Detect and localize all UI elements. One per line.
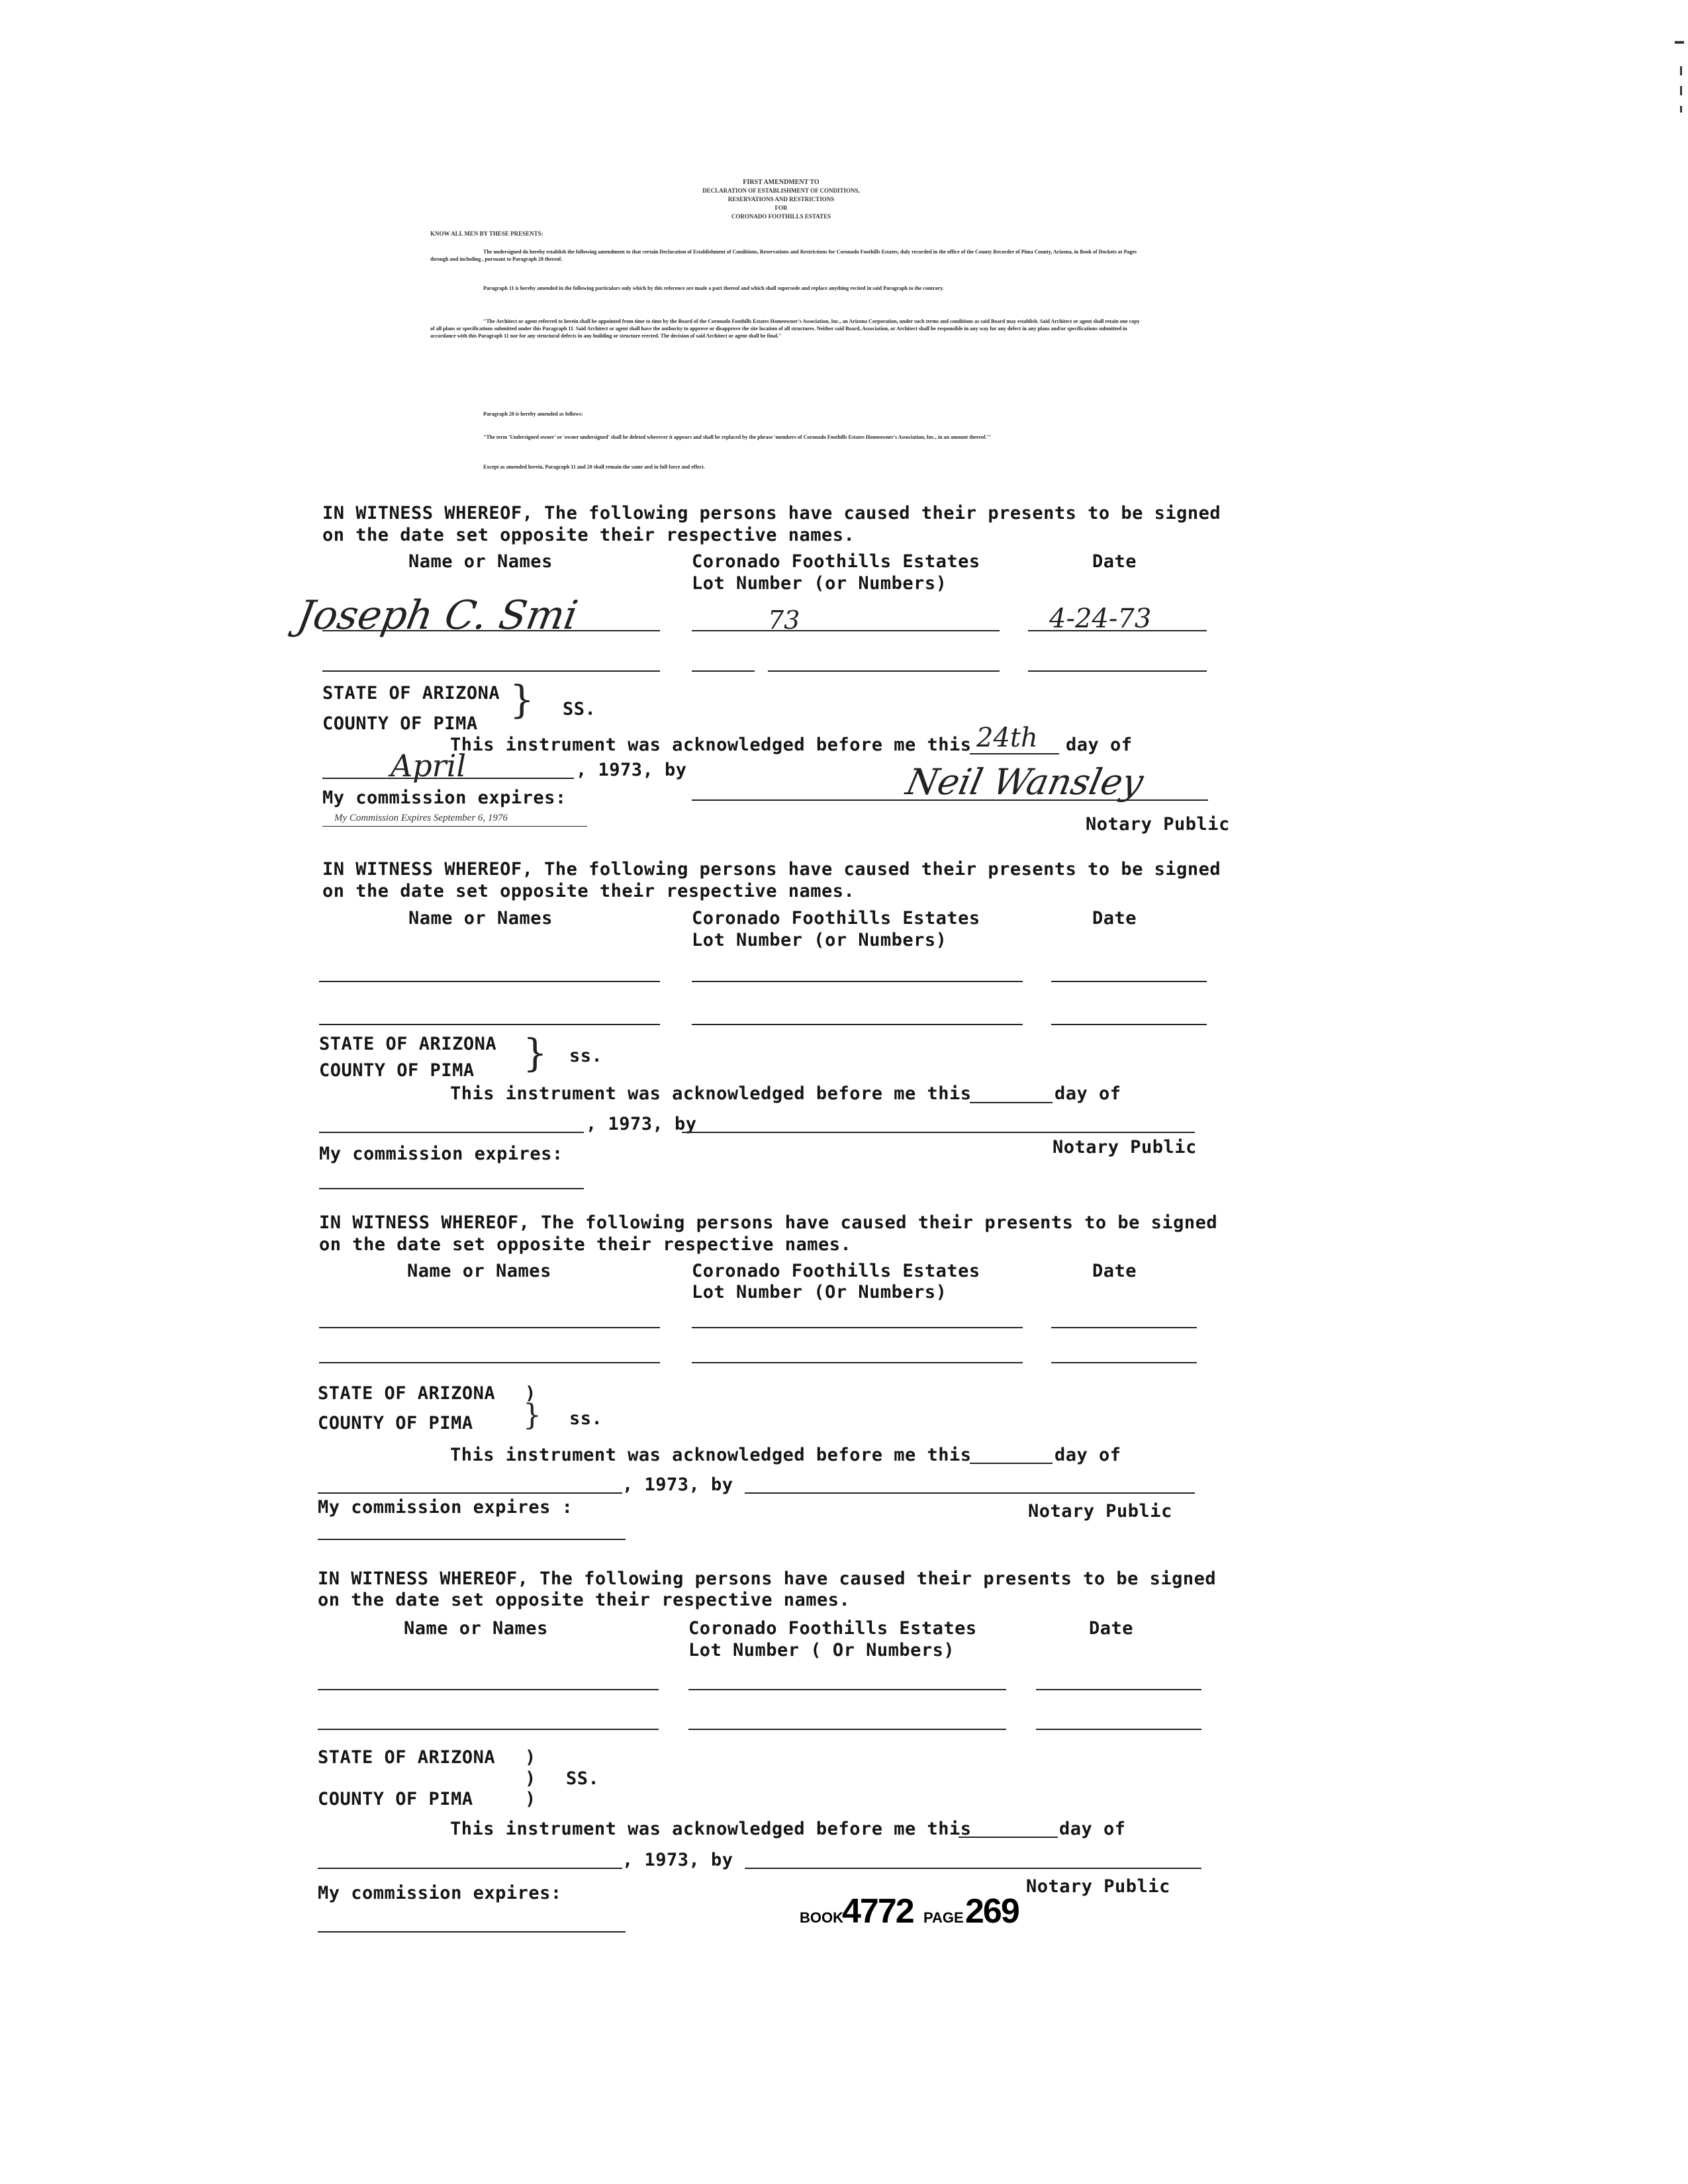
- witness-text: on the date set opposite their respective names.: [319, 1234, 852, 1255]
- book-label: BOOK: [800, 1909, 843, 1926]
- doc-paragraph: Paragraph 20 is hereby amended as follows:: [483, 411, 583, 417]
- signature-line: [319, 1362, 660, 1363]
- commission-label: My commission expires:: [319, 1144, 563, 1164]
- day-of-label: day of: [1055, 1083, 1121, 1104]
- signature-line: [322, 630, 660, 631]
- lot-line: [692, 1362, 1023, 1363]
- witness-text: IN WITNESS WHEREOF, The following persons have caused their presents to be signed: [322, 859, 1221, 880]
- notary-signature-line: [682, 1132, 1195, 1133]
- ack-month-line: [318, 1492, 622, 1494]
- doc-opening: KNOW ALL MEN BY THESE PRESENTS:: [430, 230, 543, 237]
- brace-middle: ): [525, 1768, 536, 1789]
- ack-month-line: [322, 778, 574, 779]
- lot-line: [692, 670, 755, 672]
- notary-public-label: Notary Public: [1086, 814, 1230, 835]
- column-lot-header: Lot Number (or Numbers): [692, 930, 947, 950]
- witness-text: IN WITNESS WHEREOF, The following persons have caused their presents to be signed: [322, 503, 1221, 523]
- state-label: STATE OF ARIZONA: [318, 1383, 496, 1404]
- witness-text: on the date set opposite their respective names.: [318, 1590, 851, 1610]
- state-label: STATE OF ARIZONA: [318, 1747, 496, 1768]
- date-line: [1036, 1729, 1201, 1730]
- date-line: [1051, 1362, 1197, 1363]
- ack-day-value: 24th: [976, 723, 1038, 753]
- commission-label: My commission expires :: [318, 1497, 573, 1518]
- ss-label: ss.: [569, 1408, 603, 1429]
- edge-mark: [1680, 86, 1682, 95]
- ack-text: This instrument was acknowledged before me this: [450, 1445, 972, 1465]
- ack-text: This instrument was acknowledged before me this: [450, 735, 972, 755]
- column-lot-header: Coronado Foothills Estates: [688, 1618, 977, 1639]
- notary-signature-line: [745, 1868, 1201, 1869]
- column-date-header: Date: [1092, 551, 1137, 572]
- column-date-header: Date: [1089, 1618, 1134, 1639]
- doc-subtitle: DECLARATION OF ESTABLISHMENT OF CONDITIONS,: [702, 187, 860, 194]
- ack-day-line: [970, 753, 1059, 754]
- county-label: COUNTY OF PIMA: [319, 1060, 475, 1081]
- ack-day-line: [970, 1102, 1053, 1103]
- doc-subtitle: CORONADO FOOTHILLS ESTATES: [731, 213, 831, 220]
- date-value: 4-24-73: [1049, 604, 1152, 634]
- column-date-header: Date: [1092, 1261, 1137, 1281]
- day-of-label: day of: [1059, 1819, 1126, 1839]
- signature-line: [322, 670, 660, 672]
- doc-title: FIRST AMENDMENT TO: [743, 179, 820, 186]
- commission-line: [318, 1539, 626, 1540]
- column-lot-header: Coronado Foothills Estates: [692, 908, 980, 929]
- state-label: STATE OF ARIZONA: [319, 1034, 497, 1054]
- lot-line: [692, 1024, 1023, 1025]
- ss-label: ss.: [569, 1046, 603, 1066]
- book-number: 4772: [842, 1892, 914, 1931]
- doc-paragraph: "The term 'Undersigned owner' or 'owner undersigned' shall be deleted wherever it appears and shall be replaced by the phrase 'members of Coronado Foothills Estates Homeowner's Association, Inc., in an amount thereof.'": [483, 434, 992, 440]
- notary-signature: Neil Wansley: [902, 761, 1147, 803]
- lot-line: [692, 1327, 1023, 1328]
- date-line: [1051, 981, 1207, 982]
- date-line: [1051, 1024, 1207, 1025]
- notary-signature-line: [745, 1492, 1195, 1494]
- witness-text: on the date set opposite their respective names.: [322, 881, 855, 901]
- owner-signature: Joseph C. Smi: [293, 592, 581, 639]
- ack-month-line: [319, 1132, 584, 1133]
- column-name-header: Name or Names: [408, 551, 553, 572]
- ack-month-value: April: [391, 748, 467, 784]
- state-label: STATE OF ARIZONA: [322, 683, 500, 704]
- column-lot-header: Lot Number (or Numbers): [692, 573, 947, 594]
- ack-month-line: [318, 1868, 622, 1869]
- ack-day-line: [959, 1837, 1058, 1838]
- commission-line: [319, 1188, 584, 1189]
- notary-public-label: Notary Public: [1028, 1501, 1172, 1522]
- witness-text: on the date set opposite their respective names.: [322, 525, 855, 545]
- day-of-label: day of: [1055, 1445, 1121, 1465]
- signature-line: [319, 1327, 660, 1328]
- doc-paragraph: The undersigned do hereby establish the following amendment to that certain Declaration of Establishment of Conditions, Reservations and Restrictions for Coronado Foothills Estates, duly recorded in the office of the County Recorder of Pima County, Arizona, in Book of Dockets at Pages through and including , pursuant to Paragraph 20 thereof.: [430, 249, 1137, 262]
- lot-line: [688, 1689, 1006, 1690]
- page-label: PAGE: [923, 1909, 964, 1926]
- lot-line: [688, 1729, 1006, 1730]
- lot-line: [692, 630, 1000, 631]
- commission-line: [322, 826, 587, 827]
- doc-paragraph: Paragraph 11 is hereby amended in the following particulars only which by this reference are made a part thereof and which shall supersede and replace anything recited in said Paragraph to the contrary.: [483, 285, 944, 291]
- lot-line: [768, 670, 1000, 672]
- witness-text: IN WITNESS WHEREOF, The following persons have caused their presents to be signed: [318, 1569, 1217, 1589]
- notary-public-label: Notary Public: [1053, 1137, 1197, 1158]
- doc-paragraph: "The Architect or agent referred to herein shall be appointed from time to time by the Board of the Coronado Foothills Estates Homeowner's Association, Inc., an Arizona Corporation, under such terms and conditions as said Board may establish. Said Architect or agent shall retain one copy of all plans or specifications submitted under this Paragraph 11. Said Architect or agent shall have the authority to approve or disapprove the site location of all structures. Neither said Board, Association, or Architect shall be responsible in any way for any defect in any plans and/or specifications submitted in accordance with this Paragraph 11 nor for any structural defects in any building or structure erected. The decision of said Architect or agent shall be final.": [430, 318, 1140, 339]
- edge-mark: [1675, 41, 1684, 44]
- column-name-header: Name or Names: [404, 1618, 548, 1639]
- date-line: [1036, 1689, 1201, 1690]
- column-lot-header: Coronado Foothills Estates: [692, 551, 980, 572]
- signature-line: [319, 981, 660, 982]
- doc-subtitle: FOR: [774, 205, 788, 211]
- column-date-header: Date: [1092, 908, 1137, 929]
- year-by-label: , 1973, by: [622, 1850, 733, 1870]
- column-lot-header: Lot Number (Or Numbers): [692, 1282, 947, 1302]
- brace-top: ): [525, 1747, 536, 1768]
- date-line: [1028, 670, 1207, 672]
- commission-line: [318, 1931, 626, 1933]
- doc-subtitle: RESERVATIONS AND RESTRICTIONS: [727, 196, 835, 203]
- notary-public-label: Notary Public: [1026, 1876, 1170, 1897]
- date-line: [1028, 630, 1207, 631]
- brace: }: [510, 677, 534, 722]
- signature-line: [319, 1024, 660, 1025]
- witness-text: IN WITNESS WHEREOF, The following persons have caused their presents to be signed: [319, 1212, 1218, 1233]
- brace-top: ): [525, 1383, 536, 1404]
- ss-label: SS.: [563, 699, 596, 719]
- commission-stamp: My Commission Expires September 6, 1976: [334, 813, 508, 823]
- county-label: COUNTY OF PIMA: [318, 1413, 473, 1433]
- column-name-header: Name or Names: [408, 908, 553, 929]
- year-by-label: , 1973, by: [622, 1475, 733, 1495]
- brace: }: [523, 1398, 541, 1432]
- doc-paragraph: Except as amended herein, Paragraph 11 and 20 shall remain the same and in full force and effect.: [483, 464, 705, 470]
- brace: }: [523, 1030, 547, 1075]
- column-lot-header: Lot Number ( Or Numbers): [688, 1640, 955, 1661]
- ack-text: This instrument was acknowledged before me this: [450, 1083, 972, 1104]
- page-number: 269: [965, 1892, 1019, 1931]
- ack-text: This instrument was acknowledged before me this: [450, 1819, 972, 1839]
- commission-label: My commission expires:: [318, 1883, 562, 1903]
- notary-signature-line: [692, 799, 1208, 801]
- day-of-label: day of: [1066, 735, 1133, 755]
- column-name-header: Name or Names: [407, 1261, 551, 1281]
- year-by-label: , 1973, by: [586, 1114, 697, 1134]
- lot-line: [692, 981, 1023, 982]
- lot-number-value: 73: [768, 606, 800, 635]
- ss-label: SS.: [566, 1768, 600, 1789]
- commission-label: My commission expires:: [322, 788, 567, 808]
- column-lot-header: Coronado Foothills Estates: [692, 1261, 980, 1281]
- county-label: COUNTY OF PIMA: [322, 713, 478, 734]
- signature-line: [318, 1729, 659, 1730]
- edge-mark: [1680, 106, 1682, 113]
- county-label: COUNTY OF PIMA: [318, 1789, 473, 1809]
- edge-mark: [1680, 66, 1682, 75]
- brace-bottom: ): [525, 1789, 536, 1809]
- date-line: [1051, 1327, 1197, 1328]
- signature-line: [318, 1689, 659, 1690]
- year-by-label: , 1973, by: [576, 760, 687, 780]
- ack-day-line: [970, 1463, 1053, 1464]
